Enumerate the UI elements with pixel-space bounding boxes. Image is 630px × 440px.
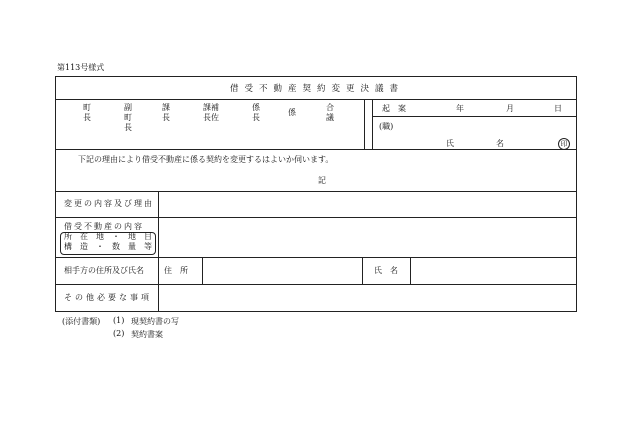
- approver-kacho: 課 長: [162, 103, 170, 122]
- divider: [56, 217, 576, 218]
- divider: [372, 99, 373, 149]
- structure-line: 構 造 ・ 数 量 等: [64, 242, 152, 251]
- year-label: 年: [456, 104, 464, 113]
- attachment-num-2: (2): [113, 329, 125, 338]
- divider: [56, 149, 576, 150]
- month-label: 月: [506, 104, 514, 113]
- divider: [56, 284, 576, 285]
- approver-kakaricho: 係 長: [252, 103, 260, 122]
- approver-cho: 町 長: [83, 103, 91, 122]
- divider: [372, 116, 576, 117]
- form-title: 借受不動産契約変更決議書: [229, 84, 404, 94]
- approver-kakari: 係: [288, 108, 296, 117]
- divider: [362, 257, 363, 284]
- form-frame: [55, 76, 577, 312]
- statement: 下記の理由により借受不動産に係る契約を変更するはよいか伺います。: [78, 155, 334, 164]
- divider: [158, 191, 159, 311]
- day-label: 日: [554, 104, 562, 113]
- property-content-label: 借受不動産の内容: [64, 222, 144, 231]
- divider: [364, 99, 365, 149]
- attachment-num-1: (1): [113, 316, 125, 325]
- approver-aigi: 合 議: [326, 103, 334, 122]
- approver-kachohosa: 課補 長佐: [203, 103, 219, 122]
- approver-fukucho: 副 町 長: [124, 103, 132, 132]
- change-reason-label: 変更の内容及び理由: [64, 199, 154, 208]
- divider: [56, 257, 576, 258]
- position-label: (職): [379, 122, 394, 131]
- name-label-1: 氏: [446, 139, 454, 148]
- counterparty-name-label: 氏 名: [374, 266, 398, 275]
- divider: [410, 257, 411, 284]
- ki-label: 記: [318, 176, 326, 185]
- attachments-label: (添付書類): [62, 317, 101, 326]
- other-label: その他必要な事項: [64, 293, 152, 302]
- address-label: 住 所: [164, 266, 188, 275]
- divider: [202, 257, 203, 284]
- divider: [56, 191, 576, 192]
- kian-label: 起 案: [382, 104, 406, 113]
- location-line: 所 在 地 ・ 地 目: [64, 232, 152, 241]
- name-label-2: 名: [496, 139, 504, 148]
- divider: [56, 99, 576, 100]
- seal-icon: 印: [558, 138, 570, 150]
- form-number: 第113号様式: [57, 63, 105, 72]
- attachment-item-1: 現契約書の写: [131, 317, 179, 326]
- counterparty-label: 相手方の住所及び氏名: [64, 266, 144, 275]
- attachment-item-2: 契約書案: [131, 330, 163, 339]
